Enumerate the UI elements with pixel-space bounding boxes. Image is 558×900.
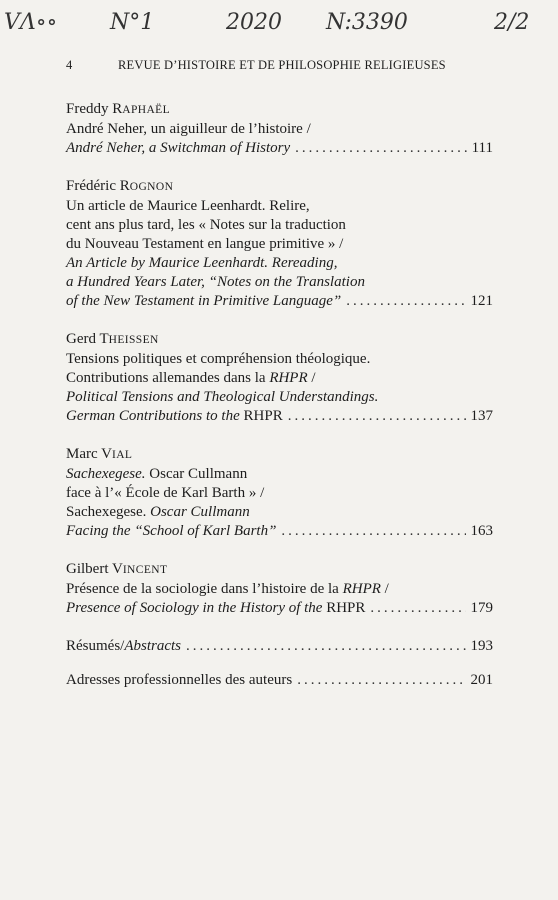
author-name: Freddy RAPHAËL xyxy=(66,101,171,117)
entry-page: 111 xyxy=(471,140,493,156)
title-en-line[interactable] xyxy=(66,522,493,541)
entry-page: 163 xyxy=(470,523,493,539)
author-name: Gilbert VINCENT xyxy=(66,561,168,577)
title-fr: Sachexegese. Oscar Cullmann xyxy=(66,466,248,482)
leader-dots xyxy=(186,637,465,656)
title-en: Political Tensions and Theological Understandings. xyxy=(66,389,379,405)
title-en: An Article by Maurice Leenhardt. Rereading, xyxy=(66,255,338,271)
title-en: a Hundred Years Later, “Notes on the Translation xyxy=(66,274,365,290)
handwritten-annotation xyxy=(0,10,558,46)
leader-dots xyxy=(346,292,465,311)
resumes-label: Résumés/Abstracts xyxy=(66,638,182,654)
title-fr: du Nouveau Testament en langue primitive » / xyxy=(66,236,344,252)
entry-page: 137 xyxy=(470,408,493,424)
title-en-line[interactable] xyxy=(66,139,493,158)
leader-dots xyxy=(281,522,465,541)
handwriting-part: VΛ∘∘ xyxy=(4,10,58,35)
toc-resumes[interactable] xyxy=(66,637,493,656)
handwriting-part: 2/2 xyxy=(494,10,530,35)
title-fr: Un article de Maurice Leenhardt. Relire, xyxy=(66,198,310,214)
journal-title: REVUE D’HISTOIRE ET DE PHILOSOPHIE RELIGIEUSES xyxy=(118,58,446,72)
title-en: Sachexegese. Oscar Cullmann xyxy=(66,504,250,520)
entry-page: 193 xyxy=(470,638,493,654)
title-fr: Présence de la sociologie dans l’histoire de la RHPR / xyxy=(66,581,389,597)
leader-dots xyxy=(288,407,466,426)
title-en: Presence of Sociology in the History of the RHPR xyxy=(66,600,366,616)
title-en: of the New Testament in Primitive Language” xyxy=(66,293,342,309)
handwriting-part: N:3390 xyxy=(326,10,408,35)
title-fr: André Neher, un aiguilleur de l’histoire / xyxy=(66,121,311,137)
title-en: Facing the “School of Karl Barth” xyxy=(66,523,277,539)
page-number: 4 xyxy=(66,58,73,72)
author-name: Frédéric ROGNON xyxy=(66,178,174,194)
toc-entry xyxy=(66,560,493,618)
title-en: André Neher, a Switchman of History xyxy=(66,140,291,156)
adresses-label: Adresses professionnelles des auteurs xyxy=(66,672,293,688)
author-name: Marc VIAL xyxy=(66,446,133,462)
title-en-line[interactable] xyxy=(66,292,493,311)
title-fr: face à l’« École de Karl Barth » / xyxy=(66,485,265,501)
handwriting-part: 2020 xyxy=(226,10,282,35)
entry-page: 121 xyxy=(470,293,493,309)
toc-entry xyxy=(66,330,493,426)
author-name: Gerd THEISSEN xyxy=(66,331,159,347)
toc-entry xyxy=(66,445,493,541)
title-en-line[interactable] xyxy=(66,407,493,426)
toc-entry xyxy=(66,177,493,311)
table-of-contents xyxy=(66,100,493,690)
toc-entry xyxy=(66,100,493,158)
leader-dots xyxy=(297,671,465,690)
entry-page: 179 xyxy=(470,600,493,616)
title-fr: Tensions politiques et compréhension théologique. xyxy=(66,351,371,367)
title-en-line[interactable] xyxy=(66,599,493,618)
handwriting-part: N°1 xyxy=(110,10,155,35)
title-fr: Contributions allemandes dans la RHPR / xyxy=(66,370,316,386)
title-en: German Contributions to the RHPR xyxy=(66,408,283,424)
entry-page: 201 xyxy=(470,672,493,688)
toc-adresses[interactable] xyxy=(66,671,493,690)
leader-dots xyxy=(295,139,466,158)
leader-dots xyxy=(370,599,465,618)
title-fr: cent ans plus tard, les « Notes sur la traduction xyxy=(66,217,346,233)
